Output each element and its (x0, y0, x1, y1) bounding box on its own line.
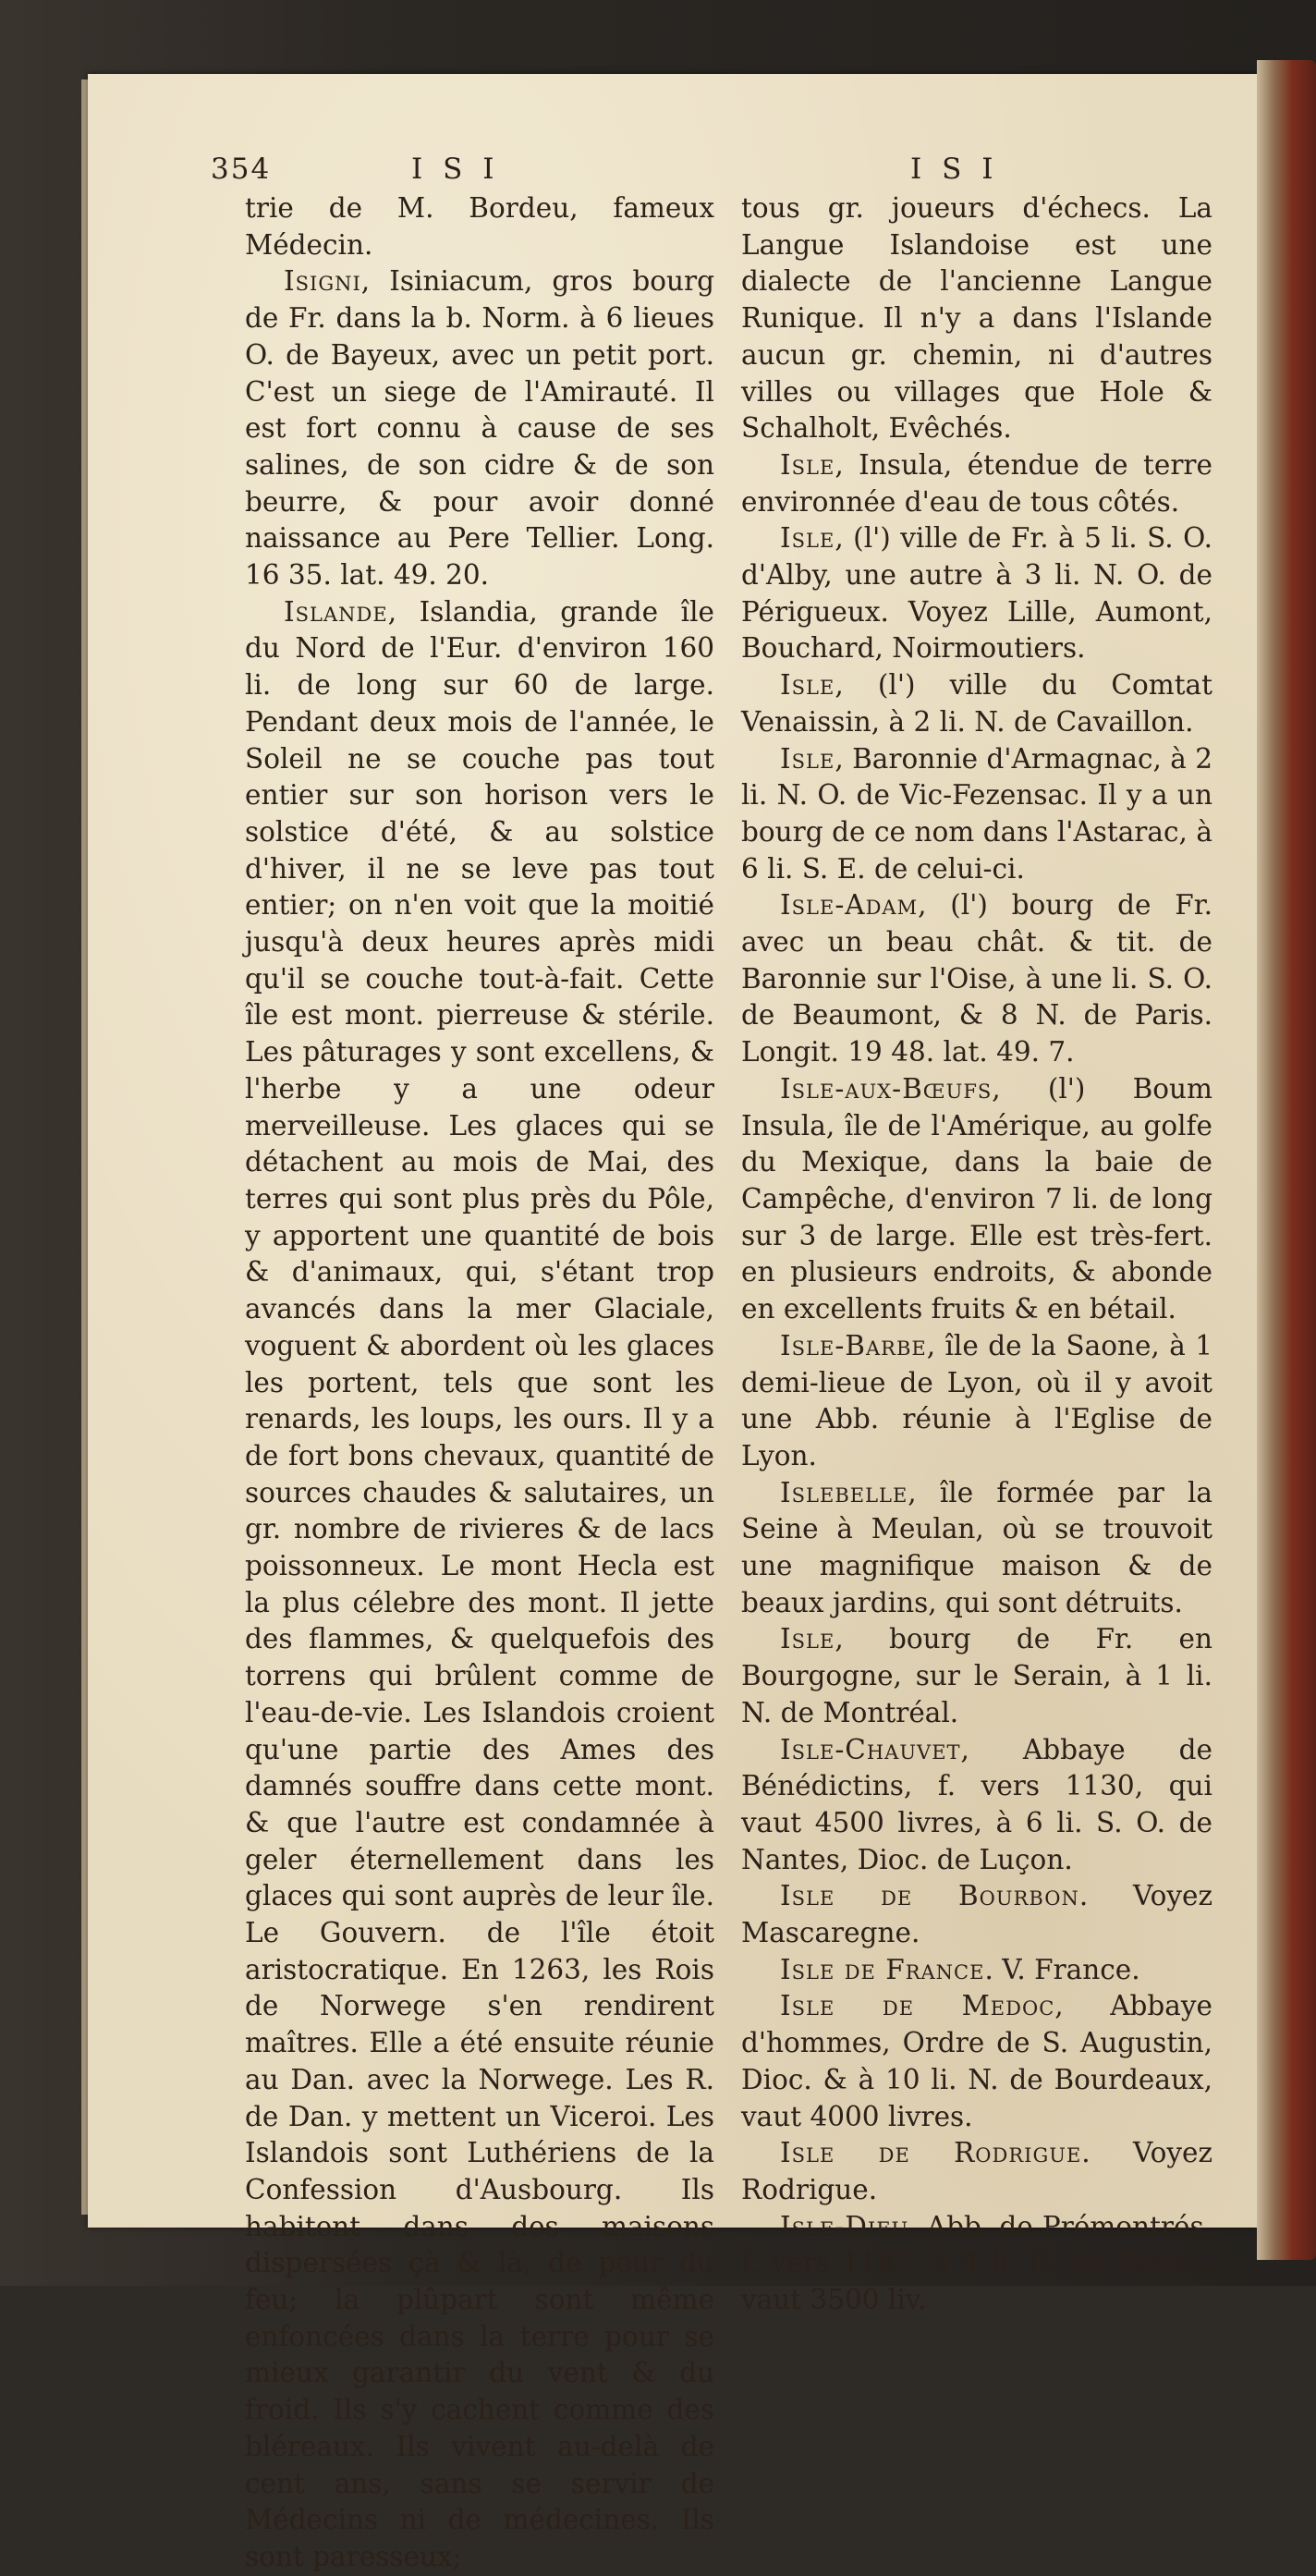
book-edge (1257, 60, 1316, 2260)
entry-body: , île formée par la Seine à Meulan, où se trouvoit une magnifique maison & de beaux jardins, qui sont détruits. (741, 1476, 1212, 1618)
entry-body: . V. France. (984, 1953, 1140, 1985)
entry-body: , Abbaye de Bénédictins, f. vers 1130, qui vaut 4500 livres, à 6 li. S. O. de Nantes, Dioc. de Luçon. (741, 1733, 1212, 1875)
dictionary-entry (741, 1732, 1212, 1879)
entry-body: . Voyez Rodrigue. (741, 2137, 1212, 2205)
dictionary-entry (245, 594, 714, 2576)
entry-headword: Isle de France (780, 1953, 985, 1985)
entry-body: , Islandia, grande île du Nord de l'Eur. d'environ 160 li. de long sur 60 de large. Pendant deux mois de l'année, le Soleil ne se couche pas tout entier sur son horison vers le solstice d'été, & au solstice d'hiver, il ne se leve pas tout entier; on n'en voit que la moitié jusqu'à deux heures après midi qu'il se couche tout-à-fait. Cette île est mont. pierreuse & stérile. Les pâturages y sont excellens, & l'herbe y a une odeur merveilleuse. Les glaces qui se détachent au mois de Mai, des terres qui sont plus près du Pôle, y apportent une quantité de bois & d'animaux, qui, s'étant trop avancés dans la mer Glaciale, voguent & abordent où les glaces les portent, tels que sont les renards, les loups, les ours. Il y a de fort bons chevaux, quantité de sources chaudes & salutaires, un gr. nombre de rivieres & de lacs poissonneux. Le mont Hecla est la plus célebre des mont. Il jette des flammes, & quelquefois des torrens qui brûlent comme de l'eau-de-vie. Les Islandois croient qu'une partie des Ames des damnés souffre dans cette mont. & que l'autre est condamnée à geler éternellement dans les glaces qui sont auprès de leur île. Le Gouvern. de l'île étoit aristocratique. En 1263, les Rois de Norwege s'en rendirent maîtres. Elle a été ensuite réunie au Dan. avec la Norwege. Les R. de Dan. y mettent un Viceroi. Les Islandois sont Luthériens de la Confession d'Ausbourg. Ils habitent dans des maisons dispersées çà & là, de peur du feu; la plûpart sont même enfoncées dans la terre pour se mieux garantir du vent & du froid. Ils s'y cachent comme des bléreaux. Ils vivent au-delà de cent ans, sans se servir de Médecins ni de médecines. Ils sont paresseux; (245, 595, 714, 2572)
entry-body: , Abbaye d'hommes, Ordre de S. Augustin, Dioc. & à 10 li. N. de Bourdeaux, vaut 4000 livres. (741, 1990, 1212, 2132)
running-head-left: I S I (411, 153, 500, 186)
right-column (741, 190, 1212, 2319)
dictionary-entry (741, 2135, 1212, 2208)
dictionary-entry (741, 447, 1212, 520)
entry-body: , Abb. de Prémontrés, f. vers 1187, à 4 li. E. de Rouen, vaut 3500 liv. (741, 2210, 1212, 2316)
dictionary-entry (741, 1621, 1212, 1731)
entry-headword: Isle-aux-Bœufs (780, 1072, 993, 1105)
dictionary-entry (741, 2209, 1212, 2319)
entry-headword: Isle de Medoc (780, 1990, 1055, 2022)
entry-headword: Isigni (284, 265, 361, 298)
entry-body: , (l') Boum Insula, île de l'Amérique, au golfe du Mexique, dans la baie de Campêche, d'environ 7 li. de long sur 3 de large. Elle est très-fert. en plusieurs endroits, & abonde en excellents fruits & en bétail. (741, 1072, 1212, 1325)
dictionary-entry (741, 1952, 1212, 1989)
continued-text: trie de M. Bordeu, fameux Médecin. (245, 192, 714, 261)
continued-text: tous gr. joueurs d'échecs. La Langue Islandoise est une dialecte de l'ancienne Langue Runique. Il n'y a dans l'Islande aucun gr. chemin, ni d'autres villes ou villages que Hole & Schalholt, Evêchés. (741, 192, 1212, 445)
entry-headword: Isle (780, 522, 835, 555)
running-head-right: I S I (910, 153, 999, 186)
entry-headword: Isle de Bourbon (780, 1880, 1079, 1912)
dictionary-entry (741, 667, 1212, 740)
entry-body: , bourg de Fr. en Bourgogne, sur le Serain, à 1 li. N. de Montréal. (741, 1623, 1212, 1728)
entry-headword: Isle-Adam (780, 889, 919, 922)
dictionary-entry (741, 1475, 1212, 1622)
dictionary-entry (741, 887, 1212, 1071)
entry-headword: Isle (780, 742, 835, 775)
dictionary-entry (741, 1071, 1212, 1328)
entry-headword: Isle-Barbe (780, 1329, 927, 1361)
entry-body: . Voyez Mascaregne. (741, 1880, 1212, 1949)
dictionary-entry (741, 1878, 1212, 1951)
entry-body: , Baronnie d'Armagnac, à 2 li. N. O. de Vic-Fezensac. Il y a un bourg de ce nom dans l'Astarac, à 6 li. S. E. de celui-ci. (741, 742, 1212, 885)
dictionary-entry (741, 1988, 1212, 2135)
entry-headword: Isle-Chauvet (780, 1733, 961, 1765)
entry-headword: Isle (780, 448, 835, 481)
dictionary-entry (741, 741, 1212, 888)
entry-body: , (l') ville de Fr. à 5 li. S. O. d'Alby, une autre à 3 li. N. O. de Périgueux. Voyez Lille, Aumont, Bouchard, Noirmoutiers. (741, 522, 1212, 665)
entry-headword: Isle (780, 1623, 835, 1655)
entry-body: , Insula, étendue de terre environnée d'eau de tous côtés. (741, 448, 1212, 518)
entry-body: , île de la Saone, à 1 demi-lieue de Lyon, où il y avoit une Abb. réunie à l'Eglise de Lyon. (741, 1329, 1212, 1471)
entry-body: , (l') ville du Comtat Venaissin, à 2 li. N. de Cavaillon. (741, 669, 1212, 738)
page-number: 354 (211, 153, 272, 186)
entry-headword: Isle-Dieu (780, 2210, 909, 2242)
dictionary-entry (741, 520, 1212, 667)
left-column (245, 190, 714, 2576)
entry-headword: Islebelle (780, 1476, 908, 1508)
entry-body: , (l') bourg de Fr. avec un beau chât. & tit. de Baronnie sur l'Oise, à une li. S. O. de Beaumont, & 8 N. de Paris. Longit. 19 48. lat. 49. 7. (741, 889, 1212, 1068)
dictionary-entry (741, 1328, 1212, 1475)
dictionary-entry (245, 263, 714, 593)
entry-headword: Isle (780, 669, 835, 702)
entry-body: , Isiniacum, gros bourg de Fr. dans la b. Norm. à 6 lieues O. de Bayeux, avec un petit port. C'est un siege de l'Amirauté. Il est fort connu à cause de ses salines, de son cidre & de son beurre, & pour avoir donné naissance au Pere Tellier. Long. 16 35. lat. 49. 20. (245, 265, 714, 592)
entry-headword: Islande (284, 595, 388, 628)
entry-headword: Isle de Rodrigue (780, 2137, 1082, 2169)
